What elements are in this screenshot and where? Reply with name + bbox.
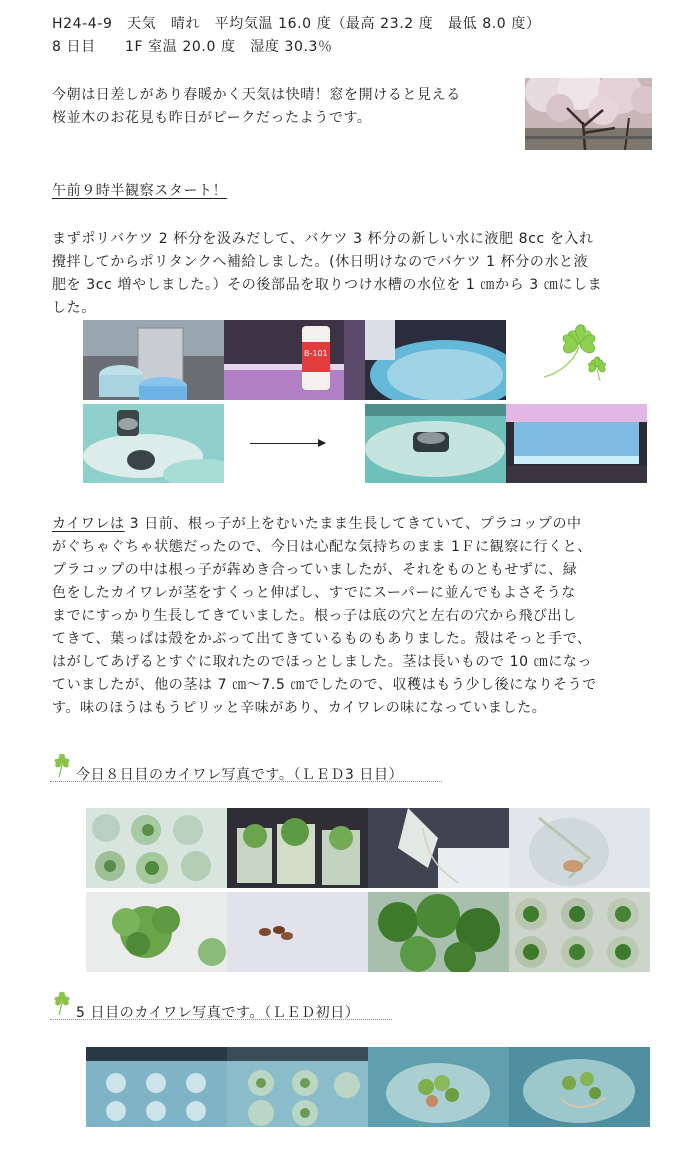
day8-photo-roots [368, 808, 509, 888]
day8-photo-cups-side [227, 808, 368, 888]
day8-photo-cup-bottom [509, 808, 650, 888]
section-day5-divider [50, 1019, 392, 1020]
para2-line-7: はがしてあげるとすぐに取れたのでほっとしました。茎は長いもので 10 ㎝になっ [52, 654, 593, 670]
tank-part-before-photo [83, 404, 224, 483]
led-tank-photo [506, 404, 647, 483]
para1-line-3: 肥を 3cc 増やしました。）その後部品を取りつけ水槽の水位を 1 ㎝から 3 ㎝にしま [52, 277, 603, 293]
section-day8-divider [50, 781, 442, 782]
bottle-label: B-101 [304, 349, 328, 358]
day8-photo-leaves-dark [368, 892, 509, 972]
day8-photo-leaves-closeup [86, 892, 227, 972]
section-day8-heading: 今日８日目のカイワレ写真です。（ＬＥＤ3 日目） [76, 767, 404, 783]
para1-line-1: まずポリバケツ 2 杯分を汲みだして、バケツ 3 杯分の新しい水に液肥 8cc を入れ [52, 231, 594, 247]
para2-line-2: がぐちゃぐちゃ状態だったので、今日は心配な気持ちのまま 1Ｆに観察に行くと、 [52, 539, 592, 555]
observation-start-heading: 午前９時半観察スタート！ [52, 183, 228, 199]
date-weather-line: H24-4-9 天気 晴れ 平均気温 16.0 度（最高 23.2 度 最低 8.0 度） [52, 16, 541, 32]
para2-line-8: ていましたが、他の茎は 7 ㎝～7.5 ㎝でしたので、収穫はもう少し後になりそうで [52, 677, 597, 693]
fertilizer-bottle-photo [224, 320, 365, 400]
clover-icon [50, 752, 74, 778]
clover-icon [50, 990, 74, 1016]
para2-line-1-rest: 3 日前、根っ子が上をむいたまま生長してきていて、プラコップの中 [124, 516, 582, 532]
tank-part-after-photo [365, 404, 506, 483]
para1-line-4: した。 [52, 300, 96, 316]
water-tank-photo [365, 320, 506, 400]
para2-line-5: までにすっかり生長してきていました。根っ子は底の穴と左右の穴から飛び出し [52, 608, 577, 624]
buckets-photo [83, 320, 224, 400]
intro-line-1: 今朝は日差しがあり春暖かく天気は快晴！窓を開けると見える [52, 87, 461, 103]
cherry-blossom-photo [525, 78, 652, 150]
day-room-temp-line: 8 日目 1F 室温 20.0 度 湿度 30.3％ [52, 39, 333, 55]
day8-photo-cups-grid [509, 892, 650, 972]
kaiware-lead: カイワレは [52, 516, 125, 532]
day5-photo-cups [227, 1047, 368, 1127]
day8-photo-cups-top [86, 808, 227, 888]
section-day5-heading: 5 日目のカイワレ写真です。（ＬＥＤ初日） [76, 1005, 360, 1021]
day5-photo-sprouts-roots [509, 1047, 650, 1127]
intro-line-2: 桜並木のお花見も昨日がピークだったようです。 [52, 110, 372, 126]
day8-photo-seed-husks [227, 892, 368, 972]
para2-line-9: す。味のほうはもうピリッと辛味があり、カイワレの味になっていました。 [52, 700, 547, 716]
arrow-icon [250, 443, 325, 444]
para2-line-4: 色をしたカイワレが茎をすくっと伸ばし、すでにスーパーに並んでもよさそうな [52, 585, 576, 601]
para1-line-2: 攪拌してからポリタンクへ補給しました。(休日明けなのでバケツ 1 杯分の水と液 [52, 254, 589, 270]
clover-decoration [540, 315, 610, 383]
day5-photo-tray [86, 1047, 227, 1127]
para2-line-1 [52, 513, 582, 536]
para2-line-6: てきて、葉っぱは殻をかぶって出てきているものもありました。殻はそっと手で、 [52, 631, 592, 647]
para2-line-3: プラコップの中は根っ子が犇めき合っていましたが、それをものともせずに、緑 [52, 562, 578, 578]
day5-photo-sprouts-closeup [368, 1047, 509, 1127]
